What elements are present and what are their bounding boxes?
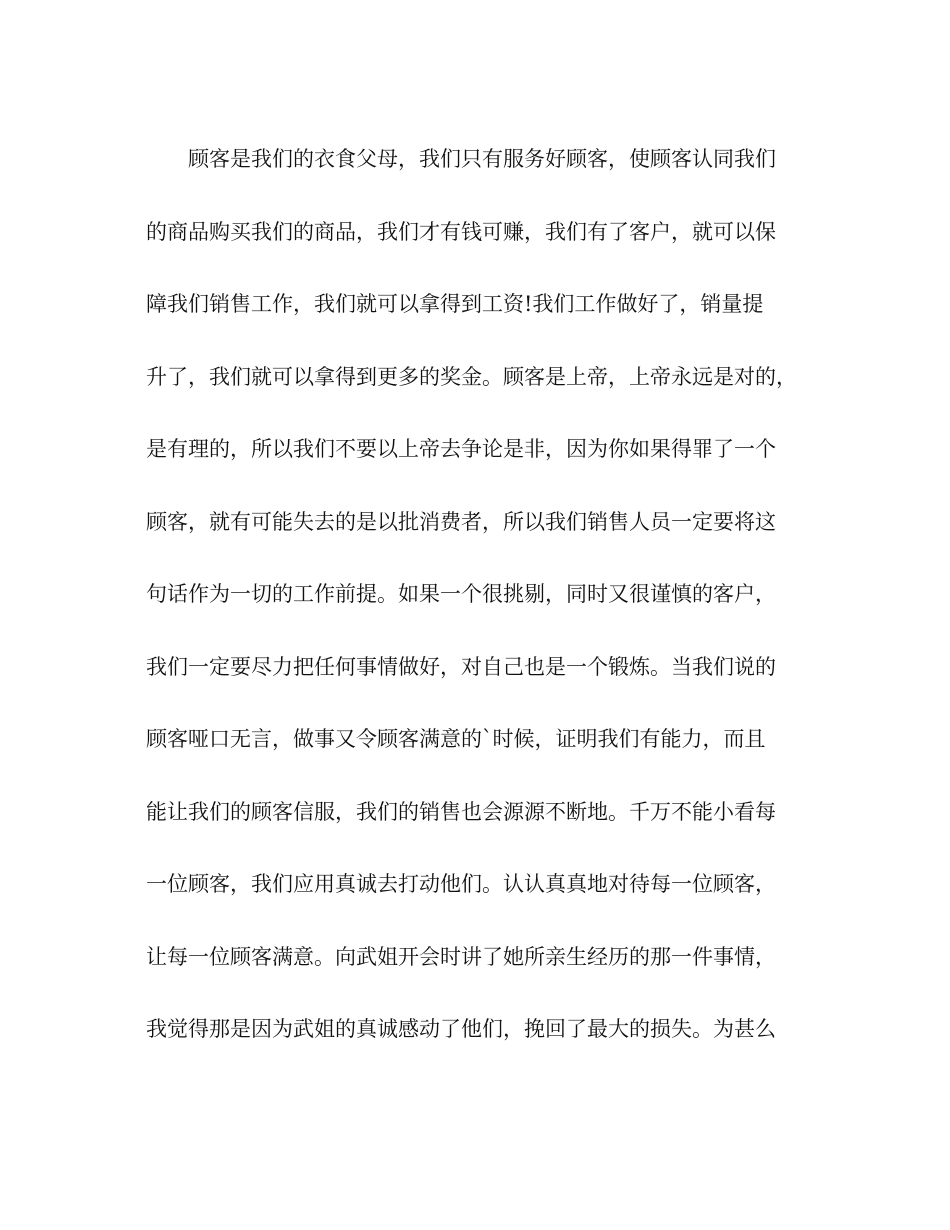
paragraph-line: 是有理的，所以我们不要以上帝去争论是非，因为你如果得罪了一个	[146, 437, 776, 461]
paragraph-line: 我们一定要尽力把任何事情做好，对自己也是一个锻炼。当我们说的	[146, 654, 776, 679]
paragraph-line: 升了，我们就可以拿得到更多的奖金。顾客是上帝，上帝永远是对的，	[146, 364, 797, 389]
paragraph-line: 我觉得那是因为武姐的真诚感动了他们，挽回了最大的损失。为甚么	[146, 1017, 776, 1041]
paragraph-line: 顾客，就有可能失去的是以批消费者，所以我们销售人员一定要将这	[146, 509, 776, 534]
paragraph-line: 顾客哑口无言，做事又令顾客满意的`时候，证明我们有能力，而且	[146, 727, 766, 751]
paragraph-line: 障我们销售工作，我们就可以拿得到工资!我们工作做好了，销量提	[146, 292, 764, 316]
paragraph-line: 句话作为一切的工作前提。如果一个很挑剔，同时又很谨慎的客户，	[146, 582, 776, 606]
paragraph-line: 一位顾客，我们应用真诚去打动他们。认认真真地对待每一位顾客，	[146, 872, 776, 896]
body-paragraph	[146, 139, 816, 1082]
paragraph-line: 能让我们的顾客信服，我们的销售也会源源不断地。千万不能小看每	[146, 799, 776, 824]
paragraph-line: 顾客是我们的衣食父母，我们只有服务好顾客，使顾客认同我们	[188, 147, 776, 171]
paragraph-line: 的商品购买我们的商品，我们才有钱可赚，我们有了客户，就可以保	[146, 219, 776, 244]
paragraph-line: 让每一位顾客满意。向武姐开会时讲了她所亲生经历的那一件事情，	[146, 944, 776, 969]
